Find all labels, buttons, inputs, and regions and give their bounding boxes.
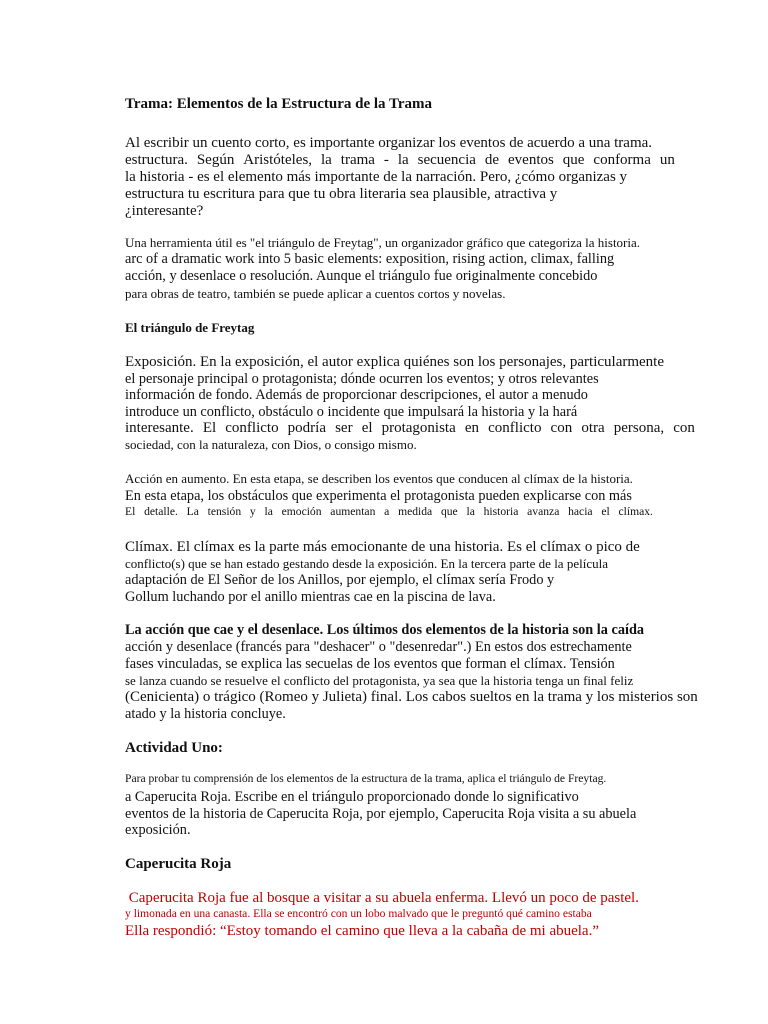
- page-title: Trama: Elementos de la Estructura de la Trama: [125, 96, 433, 112]
- justified-word: conforma: [593, 152, 651, 168]
- rising-action-line-2: En esta etapa, los obstáculos que experimenta el protagonista pueden explicarse con más: [125, 488, 632, 504]
- justified-word: con: [673, 420, 695, 436]
- justified-word: ser: [335, 420, 353, 436]
- justified-word: la: [466, 505, 475, 518]
- rising-action-line-3: [125, 506, 653, 518]
- rising-action-line-1: Acción en aumento. En esta etapa, se describen los eventos que conducen al clímax de la historia.: [125, 471, 633, 486]
- justified-word: el: [361, 420, 373, 436]
- justified-word: en: [464, 420, 480, 436]
- justified-word: podría: [287, 420, 326, 436]
- intro-line-1: Al escribir un cuento corto, es importante organizar los eventos de acuerdo a una trama.: [125, 135, 653, 151]
- justified-word: El: [202, 420, 217, 436]
- justified-word: El: [125, 505, 136, 518]
- justified-word: hacia: [568, 505, 593, 518]
- activity-line-2: a Caperucita Roja. Escribe en el triángulo proporcionado donde lo significativo: [125, 789, 579, 805]
- justified-word: trama: [340, 152, 375, 168]
- story-line-1: Caperucita Roja fue al bosque a visitar a su abuela enferma. Llevó un poco de pastel.: [125, 890, 639, 906]
- falling-action-line-3: fases vinculadas, se explica las secuelas de los eventos que forman el clímax. Tensión: [125, 656, 615, 672]
- justified-word: La: [186, 505, 199, 518]
- freytag-intro-line-1: Una herramienta útil es "el triángulo de Freytag", un organizador gráfico que categoriza la historia.: [125, 235, 641, 250]
- exposition-line-3: información de fondo. Además de proporcionar descripciones, el autor a menudo: [125, 387, 588, 403]
- falling-action-heading-line: La acción que cae y el desenlace. Los últimos dos elementos de la historia son la caída: [125, 622, 645, 638]
- freytag-intro-line-4: para obras de teatro, también se puede aplicar a cuentos cortos y novelas.: [125, 286, 506, 301]
- story-heading: Caperucita Roja: [125, 856, 232, 872]
- climax-line-3: adaptación de El Señor de los Anillos, por ejemplo, el clímax sería Frodo y: [125, 572, 555, 588]
- justified-word: la: [321, 152, 332, 168]
- justified-word: -: [383, 152, 389, 168]
- freytag-intro-line-3: acción, y desenlace o resolución. Aunque el triángulo fue originalmente concebido: [125, 268, 598, 284]
- justified-word: de: [484, 152, 500, 168]
- justified-word: Aristóteles,: [243, 152, 313, 168]
- justified-word: la: [397, 152, 409, 168]
- falling-action-line-4: se lanza cuando se resuelve el conflicto del protagonista, ya sea que la historia tenga un final feliz: [125, 673, 634, 688]
- justified-word: emoción: [281, 505, 322, 518]
- justified-word: un: [659, 152, 675, 168]
- justified-word: aumentan: [330, 505, 376, 518]
- exposition-line-4: introduce un conflicto, obstáculo o incidente que impulsará la historia y la hará: [125, 404, 578, 420]
- justified-word: detalle.: [144, 505, 178, 518]
- justified-word: Según: [196, 152, 235, 168]
- climax-line-1: Clímax. El clímax es la parte más emocionante de una historia. Es el clímax o pico de: [125, 539, 640, 555]
- freytag-intro-line-2: arc of a dramatic work into 5 basic elements: exposition, rising action, climax, falling: [125, 251, 615, 267]
- justified-word: y: [249, 505, 256, 518]
- justified-word: conflicto: [488, 420, 542, 436]
- justified-word: a: [384, 505, 390, 518]
- justified-word: con: [550, 420, 573, 436]
- justified-word: medida: [398, 505, 433, 518]
- justified-word: otra: [581, 420, 605, 436]
- section-heading-freytag: El triángulo de Freytag: [125, 320, 255, 335]
- intro-line-5: ¿interesante?: [125, 203, 204, 219]
- exposition-line-6: sociedad, con la naturaleza, con Dios, o consigo mismo.: [125, 437, 417, 452]
- activity-line-4: exposición.: [125, 822, 191, 838]
- justified-word: eventos: [508, 152, 554, 168]
- climax-line-2: conflicto(s) que se han estado gestando desde la exposición. En la tercera parte de la película: [125, 556, 608, 571]
- story-line-3: Ella respondió: “Estoy tomando el camino que lleva a la cabaña de mi abuela.”: [125, 923, 599, 939]
- activity-heading: Actividad Uno:: [125, 740, 223, 756]
- exposition-line-1: Exposición. En la exposición, el autor explica quiénes son los personajes, particularmente: [125, 354, 665, 370]
- justified-word: la: [264, 505, 273, 518]
- justified-word: persona,: [613, 420, 665, 436]
- falling-action-line-6: atado y la historia concluye.: [125, 706, 286, 722]
- exposition-line-2: el personaje principal o protagonista; dónde ocurren los eventos; y otros relevantes: [125, 371, 599, 387]
- justified-word: el: [601, 505, 610, 518]
- intro-line-4: estructura tu escritura para que tu obra literaria sea plausible, atractiva y: [125, 186, 558, 202]
- justified-word: clímax.: [618, 505, 653, 518]
- justified-word: que: [562, 152, 585, 168]
- justified-word: conflicto: [225, 420, 279, 436]
- justified-word: historia: [483, 505, 519, 518]
- climax-line-4: Gollum luchando por el anillo mientras cae en la piscina de lava.: [125, 589, 496, 605]
- justified-word: secuencia: [417, 152, 476, 168]
- intro-line-2: [125, 153, 675, 168]
- story-line-2: y limonada en una canasta. Ella se encontró con un lobo malvado que le preguntó qué camino estaba: [125, 907, 592, 920]
- exposition-line-5: [125, 421, 695, 436]
- activity-line-3: eventos de la historia de Caperucita Roja, por ejemplo, Caperucita Roja visita a su abuela: [125, 806, 637, 822]
- justified-word: tensión: [207, 505, 242, 518]
- justified-word: avanza: [527, 505, 560, 518]
- falling-action-line-5: (Cenicienta) o trágico (Romeo y Julieta) final. Los cabos sueltos en la trama y los misterios son: [125, 689, 698, 705]
- justified-word: interesante.: [125, 420, 194, 436]
- justified-word: protagonista: [381, 420, 456, 436]
- intro-line-3: la historia - es el elemento más importante de la narración. Pero, ¿cómo organizas y: [125, 169, 628, 185]
- justified-word: estructura.: [125, 152, 188, 168]
- justified-word: que: [440, 505, 458, 518]
- activity-line-1: Para probar tu comprensión de los elementos de la estructura de la trama, aplica el triángulo de Freytag.: [125, 772, 607, 785]
- falling-action-line-2: acción y desenlace (francés para "deshacer" o "desenredar".) En estos dos estrechamente: [125, 639, 632, 655]
